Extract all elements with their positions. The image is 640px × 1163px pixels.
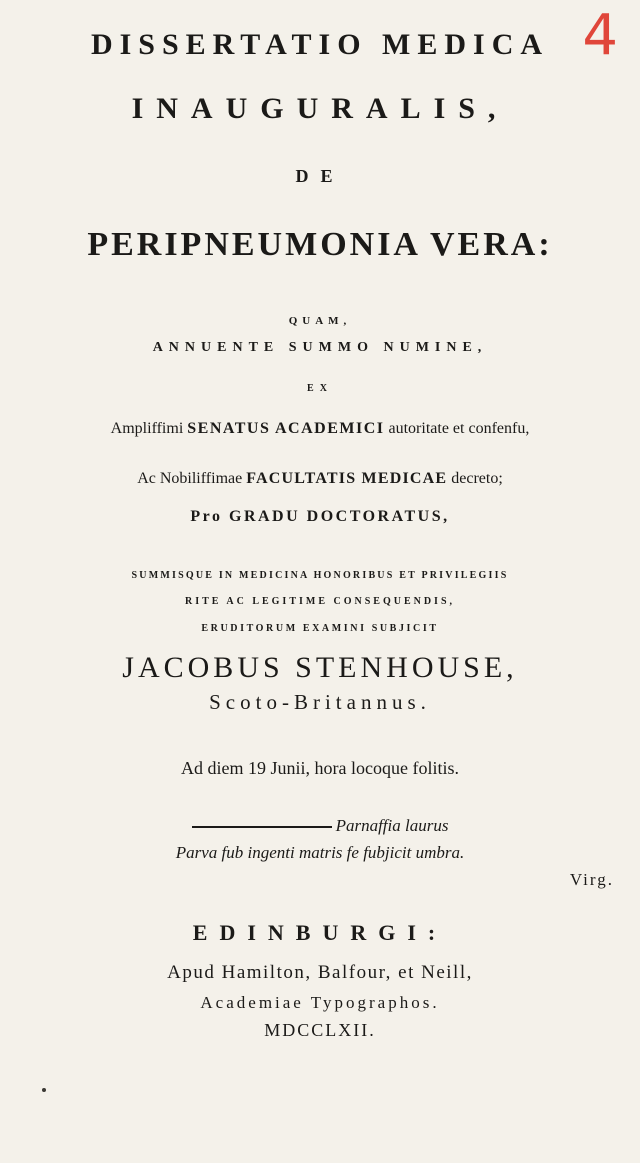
folio-number: 4 bbox=[582, 3, 618, 68]
facultatis-line bbox=[0, 470, 640, 488]
gradu-line: Pro GRADU DOCTORATUS, bbox=[190, 508, 450, 525]
summis-line-3: ERUDITORUM EXAMINI SUBJICIT bbox=[201, 623, 439, 634]
quam-line: QUAM, bbox=[288, 315, 352, 327]
summis-line-1: SUMMISQUE IN MEDICINA HONORIBUS ET PRIVILEGIIS bbox=[131, 570, 509, 581]
ex-line: EX bbox=[307, 383, 333, 394]
epigraph-line-2: Parva fub ingenti matris fe fubjicit umbra. bbox=[175, 843, 465, 862]
annuente-line: ANNUENTE SUMMO NUMINE, bbox=[152, 340, 488, 355]
author-nation: Scoto-Britannus. bbox=[209, 690, 431, 714]
senatus-post: autoritate et confenfu, bbox=[384, 420, 530, 437]
summis-line-2: RITE AC LEGITIME CONSEQUENDIS, bbox=[184, 596, 456, 607]
senatus-bold: SENATUS ACADEMICI bbox=[187, 420, 385, 437]
senatus-line bbox=[0, 420, 640, 438]
imprint-printers: Apud Hamilton, Balfour, et Neill, bbox=[167, 962, 473, 983]
epigraph-signer: Virg. bbox=[569, 870, 614, 889]
defense-date: Ad diem 19 Junii, hora locoque folitis. bbox=[181, 758, 459, 778]
epigraph-dash-rule bbox=[192, 826, 332, 828]
imprint-press: Academiae Typographos. bbox=[200, 993, 440, 1012]
facultatis-pre: Ac Nobiliffimae bbox=[137, 470, 247, 487]
facultatis-post: decreto; bbox=[447, 470, 503, 487]
epigraph-line-1-text: Parnaffia laurus bbox=[335, 816, 449, 835]
imprint-city: EDINBURGI: bbox=[192, 920, 448, 945]
epigraph-line-1 bbox=[0, 816, 640, 836]
ink-speck bbox=[42, 1088, 46, 1092]
title-preposition: DE bbox=[295, 166, 345, 186]
facultatis-bold: FACULTATIS MEDICAE bbox=[246, 470, 448, 487]
dissertation-subject: PERIPNEUMONIA VERA: bbox=[87, 226, 553, 263]
imprint-year: MDCCLXII. bbox=[264, 1020, 376, 1040]
author-name: JACOBUS STENHOUSE, bbox=[122, 651, 518, 684]
title-line-1: DISSERTATIO MEDICA bbox=[90, 28, 550, 61]
senatus-pre: Ampliffimi bbox=[110, 420, 188, 437]
title-line-2: INAUGURALIS, bbox=[131, 92, 509, 125]
